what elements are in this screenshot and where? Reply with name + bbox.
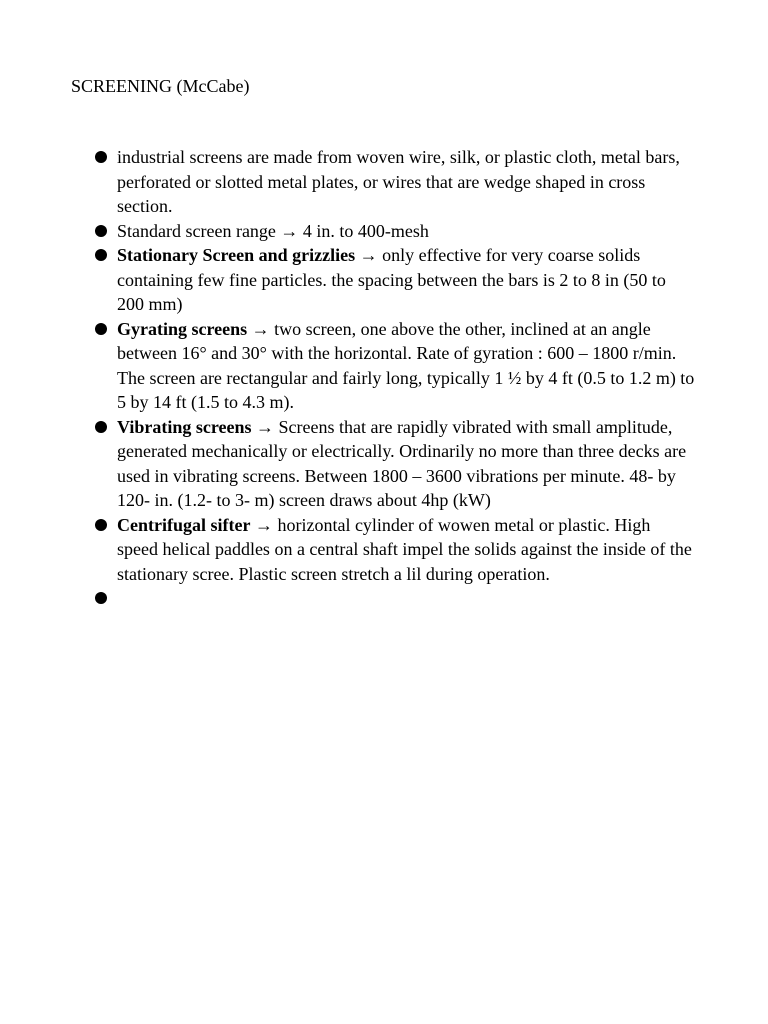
bullet-text: → only effective for very coarse solids containing few fine particles. the spacing between the bars is 2 to 8 in (50 to 200 mm) — [117, 245, 666, 314]
bullet-dot-icon — [95, 323, 107, 335]
bullet-dot-icon — [95, 421, 107, 433]
bullet-term: Stationary Screen and grizzlies — [117, 245, 356, 265]
bullet-text: → horizontal cylinder of wowen metal or plastic. High speed helical paddles on a central shaft impel the solids against the inside of the stationary scree. Plastic screen stretch a lil during operation. — [117, 514, 692, 584]
bullet-item — [95, 415, 695, 513]
bullet-dot-icon — [95, 249, 107, 261]
bullet-item — [95, 145, 695, 219]
bullet-text: → Screens that are rapidly vibrated with small amplitude, generated mechanically or electrically. Ordinarily no more than three decks are used in vibrating screens. Between 1800 – 3600 vibrations per minute. 48- by 120- in. (1.2- to 3- m) screen draws about 4hp (kW) — [117, 416, 687, 510]
bullet-item — [95, 317, 695, 415]
bullet-item-empty — [95, 586, 695, 617]
bullet-dot-icon — [95, 151, 107, 163]
bullet-list — [95, 145, 695, 617]
bullet-item — [95, 219, 695, 244]
bullet-dot-icon — [95, 225, 107, 237]
bullet-item — [95, 513, 695, 587]
bullet-term: Gyrating screens — [117, 318, 248, 339]
bullet-text: industrial screens are made from woven wire, silk, or plastic cloth, metal bars, perforated or slotted metal plates, or wires that are wedge shaped in cross section. — [117, 147, 680, 216]
bullet-dot-icon — [95, 519, 107, 531]
bullet-term: Vibrating screens — [117, 416, 252, 437]
bullet-item — [95, 243, 695, 317]
document-title: SCREENING (McCabe) — [71, 76, 250, 96]
bullet-term: Centrifugal sifter — [117, 514, 251, 535]
bullet-dot-icon — [95, 592, 107, 604]
bullet-text: → two screen, one above the other, inclined at an angle between 16° and 30° with the horizontal. Rate of gyration : 600 – 1800 r/min. The screen are rectangular and fairly long, typically 1 ½ by 4 ft (0.5 to 1.2 m) to 5 by 14 ft (1.5 to 4.3 m). — [117, 318, 695, 412]
bullet-text: Standard screen range → 4 in. to 400-mesh — [117, 220, 429, 241]
